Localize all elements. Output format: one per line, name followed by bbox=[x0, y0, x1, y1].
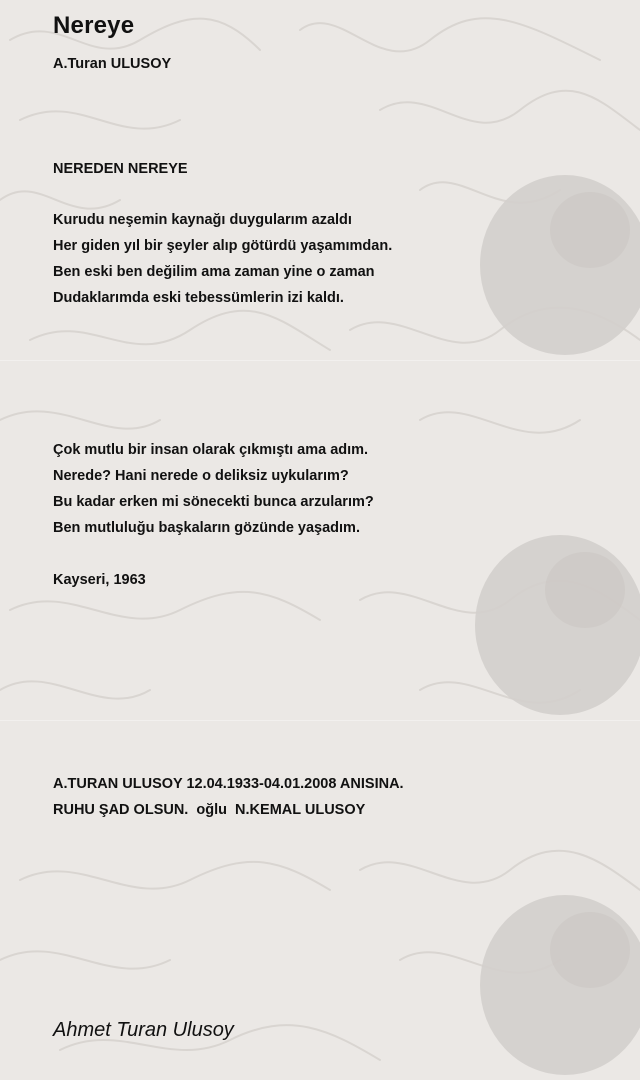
poem-line: Her giden yıl bir şeyler alıp götürdü yaşamımdan. bbox=[53, 238, 393, 254]
poem-heading-text: NEREDEN NEREYE bbox=[53, 161, 188, 177]
dedication-line: A.TURAN ULUSOY 12.04.1933-04.01.2008 ANISINA. bbox=[53, 776, 404, 792]
stanza-1 bbox=[53, 207, 392, 311]
poem-line: Bu kadar erken mi sönecekti bunca arzularım? bbox=[53, 494, 374, 510]
place-date-text: Kayseri, 1963 bbox=[53, 572, 146, 588]
poem-heading bbox=[53, 156, 188, 182]
tile-seam bbox=[0, 720, 640, 721]
author-signature: Ahmet Turan Ulusoy bbox=[53, 1019, 234, 1041]
poem-line: Ben eski ben değilim ama zaman yine o zaman bbox=[53, 264, 375, 280]
poem-author: A.Turan ULUSOY bbox=[53, 56, 172, 72]
poem-line: Çok mutlu bir insan olarak çıkmıştı ama adım. bbox=[53, 442, 369, 458]
poem-line: Kurudu neşemin kaynağı duygularım azaldı bbox=[53, 212, 352, 228]
place-date bbox=[53, 567, 146, 593]
dedication-line: RUHU ŞAD OLSUN. oğlu N.KEMAL ULUSOY bbox=[53, 802, 366, 818]
tile-seam bbox=[0, 360, 640, 361]
poem-line: Nerede? Hani nerede o deliksiz uykularım? bbox=[53, 468, 349, 484]
dedication bbox=[53, 771, 404, 823]
poem-line: Dudaklarımda eski tebessümlerin izi kaldı. bbox=[53, 290, 344, 306]
stanza-2 bbox=[53, 437, 374, 541]
poem-line: Ben mutluluğu başkaların gözünde yaşadım. bbox=[53, 520, 360, 536]
poem-title: Nereye bbox=[53, 12, 135, 39]
